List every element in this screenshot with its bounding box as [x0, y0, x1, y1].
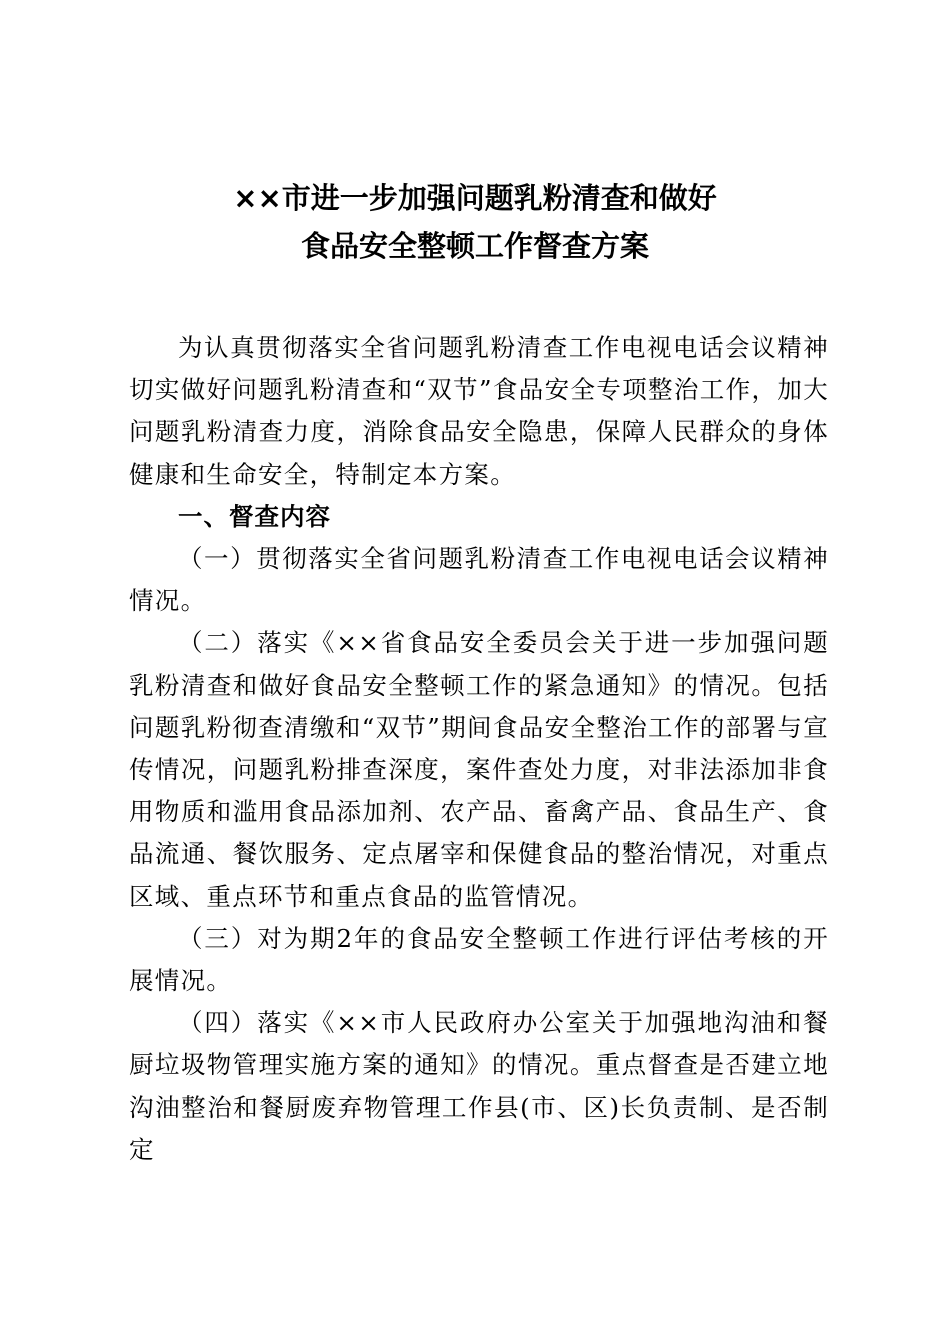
item-paragraph-1: （一）贯彻落实全省问题乳粉清查工作电视电话会议精神情况。	[129, 544, 829, 616]
document-title-line-2: 食品安全整顿工作督查方案	[300, 229, 649, 263]
document-title-line-1: ××市进一步加强问题乳粉清查和做好	[233, 181, 717, 215]
document-body	[129, 327, 829, 1171]
section-heading-inspection-content: 一、督查内容	[178, 501, 331, 531]
intro-paragraph: 为认真贯彻落实全省问题乳粉清查工作电视电话会议精神切实做好问题乳粉清查和“双节”食品安全专项整治工作，加大问题乳粉清查力度，消除食品安全隐患，保障人民群众的身体健康和生命安全，特制定本方案。	[129, 333, 829, 489]
item-paragraph-4: （四）落实《××市人民政府办公室关于加强地沟油和餐厨垃圾物管理实施方案的通知》的情况。重点督查是否建立地沟油整治和餐厨废弃物管理工作县(市、区)长负责制、是否制定	[129, 1008, 829, 1164]
item-paragraph-3: （三）对为期2年的食品安全整顿工作进行评估考核的开展情况。	[129, 923, 829, 996]
item-paragraph-2: （二）落实《××省食品安全委员会关于进一步加强问题乳粉清查和做好食品安全整顿工作的紧急通知》的情况。包括问题乳粉彻查清缴和“双节”期间食品安全整治工作的部署与宣传情况，问题乳粉排查深度，案件查处力度，对非法添加非食用物质和滥用食品添加剂、农产品、畜禽产品、食品生产、食品流通、餐饮服务、定点屠宰和保健食品的整治情况，对重点区域、重点环节和重点食品的监管情况。	[129, 628, 829, 911]
